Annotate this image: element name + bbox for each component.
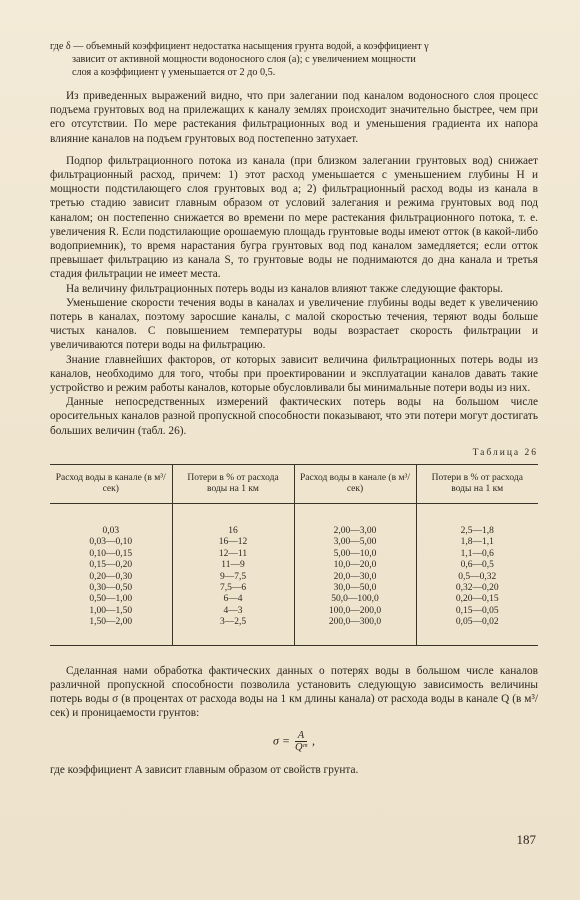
formula-fraction [295, 730, 307, 753]
table-cell: 4—3 [172, 606, 294, 617]
page-content [50, 40, 538, 778]
paragraph: Знание главнейших факторов, от которых зависит величина фильтрационных потерь воды из каналов, необходимо для того, чтобы при проектировании и эксплуатации каналов давать такие устройство и режим работы каналов, которые обусловливали бы минимальные потери воды из них. [50, 353, 538, 395]
paragraph: Сделанная нами обработка фактических данных о потерях воды в большом числе каналов различной пропускной способности позволила установить следующую зависимость величины потерь воды σ (в процентах от расхода воды на 1 км длины канала) от расхода воды в канале Q (в м³/сек) и проницаемости грунтов: [50, 664, 538, 720]
formula-trail: , [311, 733, 315, 748]
table-cell: 1,00—1,50 [89, 605, 133, 616]
table-row [50, 572, 538, 583]
table-cell: 16 [172, 503, 294, 537]
table-cell: 200,0—300,0 [294, 617, 416, 645]
page-number: 187 [516, 832, 536, 847]
table-cell: 0,5—0,32 [416, 572, 538, 583]
paragraph: На величину фильтрационных потерь воды из каналов влияют также следующие факторы. [66, 282, 503, 295]
table-cell: 0,20—0,30 [89, 571, 133, 582]
paragraph: где коэффициент A зависит главным образом от свойств грунта. [50, 764, 359, 777]
table-cell: 12—11 [172, 549, 294, 560]
table-cell: 2,00—3,00 [294, 503, 416, 537]
footnote-block [50, 40, 538, 79]
table-cell: 30,0—50,0 [294, 583, 416, 594]
table-caption: Таблица 26 [472, 447, 538, 458]
formula-denominator: Qᵐ [295, 742, 307, 754]
table-cell: 10,0—20,0 [294, 560, 416, 571]
table-cell: 1,1—0,6 [416, 549, 538, 560]
formula-numerator: A [295, 730, 307, 742]
paragraph: Подпор фильтрационного потока из канала (при близком залегании грунтовых вод) снижает фильтрационный расход, причем: 1) этот расход уменьшается с уменьшением глубины H и мощности подстилающего слоя грунтовых вод a; 2) фильтрационный расход воды из канала в третью стадию зависит главным образом от условий залегания и режима грунтовых вод под каналом; он постепенно снижается во времени по мере растекания фильтрационного потока, т. е. увеличения R. Если подстилающие орошаемую площадь грунтовые воды имеют отток (в какой-либо водоприемник), то время нарастания бугра грунтовых вод под каналом замедляется; если отток превышает фильтрацию из канала S, то грунтовые воды не поднимаются до дна канала и третья стадия фильтрации не имеет места. [50, 154, 538, 281]
table-cell: 9—7,5 [172, 572, 294, 583]
table-cell: 0,05—0,02 [416, 617, 538, 645]
table-cell: 0,20—0,15 [416, 594, 538, 605]
table-header-cell: Расход воды в канале (в м³/сек) [294, 464, 416, 503]
table-cell: 0,15—0,05 [416, 606, 538, 617]
footnote-line: слоя a коэффициент γ уменьшается от 2 до 0,5. [72, 67, 276, 78]
table-row [50, 583, 538, 594]
table-cell: 0,15—0,20 [89, 560, 133, 571]
table-cell: 20,0—30,0 [294, 572, 416, 583]
table-cell: 3—2,5 [172, 617, 294, 645]
table-cell: 6—4 [172, 594, 294, 605]
table-row [50, 549, 538, 560]
table-cell: 0,6—0,5 [416, 560, 538, 571]
table-cell: 1,50—2,00 [50, 617, 172, 645]
paragraph: Из приведенных выражений видно, что при залегании под каналом водоносного слоя процесс подъема грунтовых вод на прилежащих к каналу землях происходит значительно быстрее, чем при его отсутствии. По мере растекания фильтрационных вод и уменьшения градиента их напора влияние каналов на подъем грунтовых вод постепенно затухает. [50, 90, 538, 145]
paragraph: Уменьшение скорости течения воды в каналах и увеличение глубины воды ведет к увеличению потерь в каналах, поэтому заросшие каналы, с малой скоростью течения, теряют воды больше чистых каналов. С повышением температуры воды возрастает скорость фильтрации и увеличиваются потери воды на фильтрацию. [50, 296, 538, 352]
table-cell: 2,5—1,8 [416, 503, 538, 537]
data-table [50, 464, 538, 646]
table-cell: 3,00—5,00 [294, 537, 416, 548]
table-cell: 0,03—0,10 [89, 537, 133, 548]
table-cell: 0,10—0,15 [89, 548, 133, 559]
table-header-cell: Расход воды в канале (в м³/сек) [50, 464, 172, 503]
table-cell: 7,5—6 [172, 583, 294, 594]
table-header-cell: Потери в % от расхода воды на 1 км [416, 464, 538, 503]
table-cell: 16—12 [172, 537, 294, 548]
table-header-row [50, 464, 538, 503]
footnote-line: зависит от активной мощности водоносного слоя (a); с увеличением мощности [72, 54, 416, 65]
table-row [50, 594, 538, 605]
paragraph: Данные непосредственных измерений фактических потерь воды на большом числе оросительных каналов разной пропускной способности показывают, что эти потери могут достигать больших величин (табл. 26). [50, 396, 538, 437]
table-header-cell: Потери в % от расхода воды на 1 км [172, 464, 294, 503]
table-row [50, 617, 538, 645]
formula [50, 730, 538, 753]
footnote-line: где δ — объемный коэффициент недостатка насыщения грунта водой, а коэффициент γ [50, 41, 429, 52]
table-cell: 0,03 [102, 525, 120, 536]
table-cell: 1,8—1,1 [416, 537, 538, 548]
table-cell: 0,50—1,00 [89, 594, 133, 605]
table-cell: 5,00—10,0 [294, 549, 416, 560]
formula-lhs: σ = [273, 733, 291, 748]
table-cell: 50,0—100,0 [294, 594, 416, 605]
table-cell: 100,0—200,0 [294, 606, 416, 617]
table-cell: 0,32—0,20 [416, 583, 538, 594]
table-row [50, 503, 538, 537]
table-row [50, 560, 538, 571]
table-row [50, 537, 538, 548]
table-cell: 0,30—0,50 [89, 582, 133, 593]
table-row [50, 606, 538, 617]
table-cell: 11—9 [172, 560, 294, 571]
